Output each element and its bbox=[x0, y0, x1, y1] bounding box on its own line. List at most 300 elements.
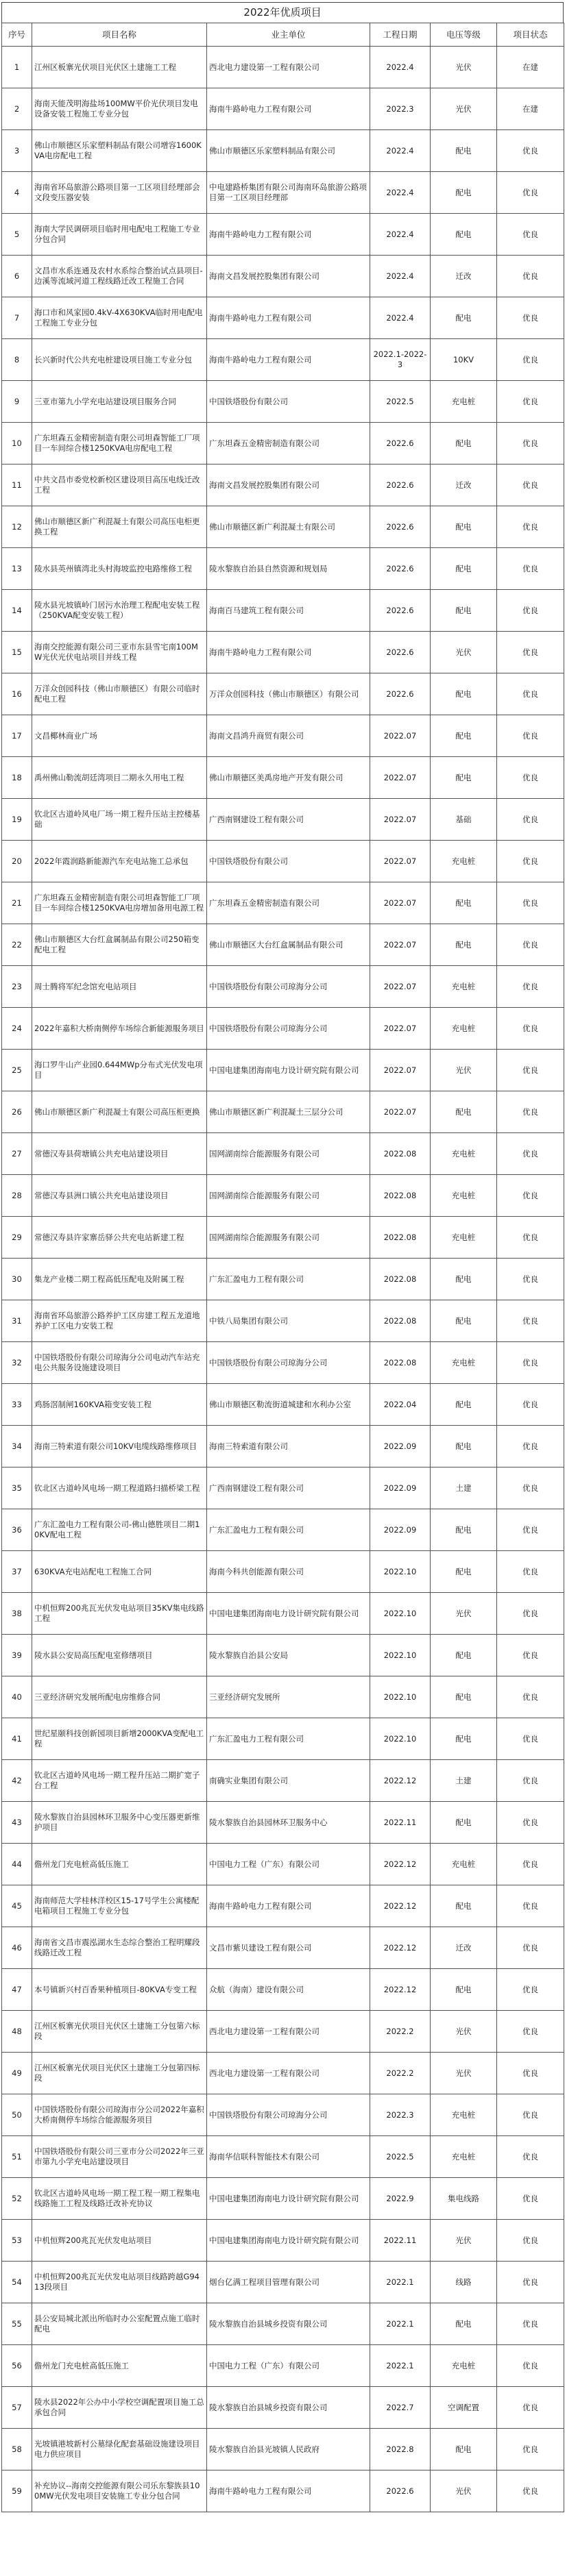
table-row bbox=[2, 1635, 564, 1676]
cell-voltage: 配电 bbox=[431, 2429, 497, 2470]
cell-owner bbox=[207, 1760, 370, 1802]
cell-project bbox=[32, 381, 207, 423]
cell-date: 2022.6 bbox=[370, 2470, 431, 2512]
cell-project-text: 佛山市顺德区新广利混凝土有限公司高压电柜更换工程 bbox=[34, 517, 200, 536]
cell-owner-text: 海南今科共创能源有限公司 bbox=[209, 1566, 304, 1576]
cell-project-text: 广东坦森五金精密制造有限公司坦森智能工厂项目一车间综合楼1250KVA电房增加备用电源工程 bbox=[34, 893, 204, 913]
cell-status: 优良 bbox=[497, 1217, 564, 1259]
cell-voltage: 充电桩 bbox=[431, 381, 497, 423]
cell-index: 4 bbox=[2, 172, 32, 214]
cell-date: 2022.4 bbox=[370, 172, 431, 214]
table-row bbox=[2, 1676, 564, 1718]
cell-status: 优良 bbox=[497, 841, 564, 882]
cell-index: 57 bbox=[2, 2387, 32, 2429]
table-row bbox=[2, 2094, 564, 2136]
cell-project bbox=[32, 1426, 207, 1467]
cell-project-text: 钦北区古道岭风电厂场一期工程升压站主控楼基础 bbox=[34, 809, 200, 829]
cell-owner-text: 广东汇盈电力工程有限公司 bbox=[209, 1274, 304, 1284]
cell-status: 优良 bbox=[497, 1091, 564, 1133]
cell-status: 优良 bbox=[497, 882, 564, 924]
cell-date: 2022.2 bbox=[370, 2011, 431, 2053]
table-row bbox=[2, 1969, 564, 2011]
cell-index: 37 bbox=[2, 1551, 32, 1593]
table-row bbox=[2, 590, 564, 632]
header-voltage: 电压等级 bbox=[431, 23, 497, 47]
cell-voltage: 配电 bbox=[431, 1300, 497, 1342]
cell-owner-text: 海南牛路岭电力工程有限公司 bbox=[209, 2486, 312, 2496]
table-row bbox=[2, 966, 564, 1008]
cell-voltage: 光伏 bbox=[431, 88, 497, 130]
cell-index: 50 bbox=[2, 2094, 32, 2136]
cell-voltage: 配电 bbox=[431, 506, 497, 548]
cell-voltage: 配电 bbox=[431, 1426, 497, 1467]
cell-project bbox=[32, 130, 207, 172]
table-row bbox=[2, 2262, 564, 2303]
cell-owner-text: 国网湖南综合能源服务有限公司 bbox=[209, 1148, 319, 1159]
cell-voltage: 光伏 bbox=[431, 2011, 497, 2053]
table-row bbox=[2, 423, 564, 465]
cell-index: 30 bbox=[2, 1259, 32, 1300]
cell-owner-text: 中国电建集团海南电力设计研究院有限公司 bbox=[209, 2235, 359, 2245]
cell-index: 35 bbox=[2, 1467, 32, 1509]
cell-status: 优良 bbox=[497, 172, 564, 214]
cell-date: 2022.07 bbox=[370, 882, 431, 924]
cell-voltage: 迁改 bbox=[431, 465, 497, 506]
cell-owner bbox=[207, 882, 370, 924]
table-row bbox=[2, 2345, 564, 2387]
cell-owner bbox=[207, 1050, 370, 1091]
cell-date: 2022.1 bbox=[370, 2262, 431, 2303]
cell-owner bbox=[207, 1844, 370, 1885]
table-row bbox=[2, 47, 564, 88]
table-row bbox=[2, 1384, 564, 1426]
cell-owner bbox=[207, 1927, 370, 1969]
cell-owner-text: 烟台亿满工程项目管理有限公司 bbox=[209, 2277, 319, 2287]
table-row bbox=[2, 1175, 564, 1217]
cell-owner bbox=[207, 423, 370, 465]
cell-project-text: 广东汇盈电力工程有限公司-佛山德胜项目二期10KV配电工程 bbox=[34, 1520, 200, 1539]
cell-voltage: 充电桩 bbox=[431, 1008, 497, 1050]
cell-project bbox=[32, 1844, 207, 1885]
cell-date: 2022.12 bbox=[370, 1885, 431, 1927]
cell-index: 10 bbox=[2, 423, 32, 465]
table-row bbox=[2, 715, 564, 757]
cell-owner-text: 广西南钢建设工程有限公司 bbox=[209, 814, 304, 824]
header-status: 项目状态 bbox=[497, 23, 564, 47]
cell-status: 优良 bbox=[497, 1133, 564, 1175]
cell-index: 36 bbox=[2, 1509, 32, 1551]
cell-owner-text: 西北电力建设第一工程有限公司 bbox=[209, 2026, 319, 2036]
cell-owner bbox=[207, 2178, 370, 2220]
cell-project-text: 钦北区古道岭风电场一期工程升压站二期扩宽子台工程 bbox=[34, 1770, 200, 1790]
cell-status: 优良 bbox=[497, 1300, 564, 1342]
cell-voltage: 配电 bbox=[431, 673, 497, 715]
cell-index: 25 bbox=[2, 1050, 32, 1091]
cell-project bbox=[32, 966, 207, 1008]
cell-date: 2022.12 bbox=[370, 1927, 431, 1969]
cell-date: 2022.07 bbox=[370, 715, 431, 757]
cell-date: 2022.6 bbox=[370, 632, 431, 673]
cell-owner-text: 众航（海南）建设有限公司 bbox=[209, 1984, 304, 1994]
cell-status: 优良 bbox=[497, 1885, 564, 1927]
cell-project bbox=[32, 2094, 207, 2136]
cell-date: 2022.07 bbox=[370, 1091, 431, 1133]
cell-status: 优良 bbox=[497, 2429, 564, 2470]
cell-owner bbox=[207, 1175, 370, 1217]
cell-status: 优良 bbox=[497, 130, 564, 172]
cell-project bbox=[32, 590, 207, 632]
table-row bbox=[2, 506, 564, 548]
cell-owner-text: 佛山市顺德区勒流街道城建和水利办公室 bbox=[209, 1399, 351, 1409]
cell-project-text: 江州区板寨光伏项目光伏区土建施工分包第四标段 bbox=[34, 2063, 200, 2083]
cell-date: 2022.12 bbox=[370, 1969, 431, 2011]
cell-project bbox=[32, 715, 207, 757]
cell-index: 32 bbox=[2, 1342, 32, 1384]
cell-project bbox=[32, 1467, 207, 1509]
cell-owner bbox=[207, 2136, 370, 2178]
cell-owner-text: 中国铁塔股份有限公司琼海分公司 bbox=[209, 1023, 328, 1033]
cell-project bbox=[32, 882, 207, 924]
cell-project bbox=[32, 2262, 207, 2303]
cell-project bbox=[32, 1091, 207, 1133]
cell-status: 优良 bbox=[497, 2387, 564, 2429]
cell-owner bbox=[207, 1259, 370, 1300]
cell-date: 2022.04 bbox=[370, 1384, 431, 1426]
cell-project bbox=[32, 214, 207, 256]
cell-status: 优良 bbox=[497, 2303, 564, 2345]
table-row bbox=[2, 256, 564, 297]
cell-project-text: 三亚市第九小学充电站建设项目服务合同 bbox=[34, 396, 176, 406]
cell-owner bbox=[207, 2094, 370, 2136]
cell-voltage: 配电 bbox=[431, 423, 497, 465]
cell-index: 29 bbox=[2, 1217, 32, 1259]
cell-status: 在建 bbox=[497, 47, 564, 88]
cell-voltage: 空调配置 bbox=[431, 2387, 497, 2429]
cell-date: 2022.07 bbox=[370, 757, 431, 799]
cell-project bbox=[32, 2053, 207, 2094]
cell-project-text: 陵水县2022年公办中小学校空调配置项目施工总承包合同 bbox=[34, 2397, 204, 2417]
cell-project bbox=[32, 256, 207, 297]
cell-project bbox=[32, 47, 207, 88]
cell-project bbox=[32, 1927, 207, 1969]
cell-project bbox=[32, 1300, 207, 1342]
cell-project-text: 文昌市水系连通及农村水系综合整治试点县项目-边溪等流域河道工程线路迁改工程施工合同 bbox=[34, 266, 203, 286]
cell-date: 2022.1 bbox=[370, 2303, 431, 2345]
cell-date: 2022.6 bbox=[370, 465, 431, 506]
cell-voltage: 配电 bbox=[431, 924, 497, 966]
cell-project-text: 三亚经济研究发展所配电房维修合同 bbox=[34, 1692, 160, 1702]
cell-index: 1 bbox=[2, 47, 32, 88]
cell-date: 2022.12 bbox=[370, 1844, 431, 1885]
cell-project bbox=[32, 88, 207, 130]
cell-owner-text: 中国电力工程（广东）有限公司 bbox=[209, 1859, 319, 1869]
table-row bbox=[2, 1259, 564, 1300]
cell-project-text: 海南师范大学桂林洋校区15-17号学生公寓楼配电箱项目工程施工专业分包 bbox=[34, 1896, 200, 1916]
cell-project bbox=[32, 2345, 207, 2387]
cell-status: 优良 bbox=[497, 2011, 564, 2053]
cell-index: 55 bbox=[2, 2303, 32, 2345]
table-row bbox=[2, 2011, 564, 2053]
cell-project-text: 陵水县英州镇湾北头村海坡监控电路维修工程 bbox=[34, 563, 192, 573]
cell-project bbox=[32, 1008, 207, 1050]
cell-voltage: 充电桩 bbox=[431, 841, 497, 882]
table-row bbox=[2, 799, 564, 841]
cell-owner bbox=[207, 715, 370, 757]
cell-project bbox=[32, 1217, 207, 1259]
cell-index: 8 bbox=[2, 339, 32, 381]
cell-index: 31 bbox=[2, 1300, 32, 1342]
table-row bbox=[2, 1008, 564, 1050]
cell-voltage: 基础 bbox=[431, 799, 497, 841]
cell-project-text: 钦北区古道岭风电场一期工程道路扫描桥梁工程 bbox=[34, 1483, 200, 1493]
cell-status: 优良 bbox=[497, 1969, 564, 2011]
cell-owner bbox=[207, 2220, 370, 2262]
cell-index: 44 bbox=[2, 1844, 32, 1885]
cell-status: 优良 bbox=[497, 1718, 564, 1760]
cell-voltage: 充电桩 bbox=[431, 2136, 497, 2178]
cell-date: 2022.2 bbox=[370, 2053, 431, 2094]
cell-date: 2022.07 bbox=[370, 1008, 431, 1050]
cell-index: 23 bbox=[2, 966, 32, 1008]
cell-project-text: 海口市和风家园0.4kV-4X630KVA临时用电配电工程施工专业分包 bbox=[34, 308, 203, 327]
cell-voltage: 充电桩 bbox=[431, 1217, 497, 1259]
cell-project-text: 海南交控能源有限公司三亚市东县雪宅南100MW光伏光伏电站项目并线工程 bbox=[34, 642, 198, 662]
cell-status: 优良 bbox=[497, 1927, 564, 1969]
cell-date: 2022.6 bbox=[370, 590, 431, 632]
cell-project bbox=[32, 757, 207, 799]
cell-index: 5 bbox=[2, 214, 32, 256]
cell-project bbox=[32, 1969, 207, 2011]
cell-project-text: 集龙产业楼二期工程高低压配电及附属工程 bbox=[34, 1274, 184, 1284]
header-date: 工程日期 bbox=[370, 23, 431, 47]
cell-status: 优良 bbox=[497, 2053, 564, 2094]
cell-voltage: 配电 bbox=[431, 297, 497, 339]
cell-owner-text: 中国电建集团海南电力设计研究院有限公司 bbox=[209, 1608, 359, 1618]
cell-voltage: 配电 bbox=[431, 1384, 497, 1426]
cell-status: 优良 bbox=[497, 339, 564, 381]
table-row bbox=[2, 1342, 564, 1384]
cell-owner bbox=[207, 1384, 370, 1426]
cell-status: 优良 bbox=[497, 214, 564, 256]
cell-index: 27 bbox=[2, 1133, 32, 1175]
cell-owner-text: 陵水黎族自治县自然资源和规划局 bbox=[209, 563, 328, 573]
cell-owner-text: 海南百马建筑工程有限公司 bbox=[209, 605, 304, 615]
cell-owner-text: 海南牛路岭电力工程有限公司 bbox=[209, 312, 312, 323]
cell-project bbox=[32, 2303, 207, 2345]
cell-index: 49 bbox=[2, 2053, 32, 2094]
cell-project bbox=[32, 1760, 207, 1802]
table-row bbox=[2, 1844, 564, 1885]
cell-status: 优良 bbox=[497, 506, 564, 548]
cell-project bbox=[32, 1551, 207, 1593]
cell-owner-text: 广东汇盈电力工程有限公司 bbox=[209, 1524, 304, 1535]
cell-date: 2022.07 bbox=[370, 924, 431, 966]
cell-project bbox=[32, 1509, 207, 1551]
cell-project bbox=[32, 1718, 207, 1760]
cell-project-text: 中国铁塔股份有限公司琼海市分公司2022年嘉积大桥南侧停车场综合能源服务项目 bbox=[34, 2105, 204, 2125]
cell-project-text: 海南大学民调研项目临时用电配电工程施工专业分包合同 bbox=[34, 224, 200, 244]
cell-owner-text: 广西南钢建设工程有限公司 bbox=[209, 1483, 304, 1493]
table-row bbox=[2, 548, 564, 590]
cell-voltage: 配电 bbox=[431, 1635, 497, 1676]
cell-owner-text: 中国铁塔股份有限公司 bbox=[209, 396, 288, 406]
cell-owner bbox=[207, 214, 370, 256]
cell-date: 2022.08 bbox=[370, 1300, 431, 1342]
table-row bbox=[2, 1217, 564, 1259]
cell-date: 2022.07 bbox=[370, 1050, 431, 1091]
cell-project bbox=[32, 1802, 207, 1844]
cell-date: 2022.4 bbox=[370, 214, 431, 256]
table-row bbox=[2, 1927, 564, 1969]
cell-owner-text: 中电建路桥集团有限公司海南环岛旅游公路项目第一工区项目经理部 bbox=[209, 182, 367, 202]
cell-status: 优良 bbox=[497, 924, 564, 966]
cell-owner-text: 西北电力建设第一工程有限公司 bbox=[209, 2068, 319, 2078]
cell-project bbox=[32, 799, 207, 841]
cell-index: 39 bbox=[2, 1635, 32, 1676]
cell-project bbox=[32, 924, 207, 966]
cell-index: 13 bbox=[2, 548, 32, 590]
cell-voltage: 土建 bbox=[431, 1760, 497, 1802]
cell-index: 42 bbox=[2, 1760, 32, 1802]
cell-project bbox=[32, 423, 207, 465]
cell-owner-text: 海南牛路岭电力工程有限公司 bbox=[209, 229, 312, 239]
cell-project bbox=[32, 2220, 207, 2262]
table-row bbox=[2, 1091, 564, 1133]
cell-status: 优良 bbox=[497, 966, 564, 1008]
cell-voltage: 充电桩 bbox=[431, 2345, 497, 2387]
cell-owner-text: 文昌市紫贝建设工程有限公司 bbox=[209, 1942, 312, 1953]
cell-owner-text: 中国电力工程（广东）有限公司 bbox=[209, 2360, 319, 2370]
cell-project-text: 鸡肠滘制闸160KVA箱变安装工程 bbox=[34, 1399, 152, 1409]
cell-voltage: 配电 bbox=[431, 214, 497, 256]
table-row bbox=[2, 1050, 564, 1091]
cell-owner-text: 中铁八局集团有限公司 bbox=[209, 1315, 288, 1326]
cell-project-text: 佛山市顺德区乐家塑料制品有限公司增容1600KVA电房配电工程 bbox=[34, 140, 202, 160]
table-row bbox=[2, 1885, 564, 1927]
cell-voltage: 光伏 bbox=[431, 2470, 497, 2512]
cell-owner-text: 佛山市顺德区大台红盒属制品有限公司 bbox=[209, 939, 343, 950]
cell-owner bbox=[207, 1342, 370, 1384]
table-row bbox=[2, 924, 564, 966]
cell-status: 优良 bbox=[497, 1593, 564, 1635]
cell-voltage: 充电桩 bbox=[431, 1133, 497, 1175]
cell-owner bbox=[207, 1718, 370, 1760]
table-row bbox=[2, 1300, 564, 1342]
cell-project bbox=[32, 632, 207, 673]
cell-owner-text: 海南文昌鸿升商贸有限公司 bbox=[209, 730, 304, 741]
cell-project-text: 补充协议--海南交控能源有限公司乐东黎族县100MW光伏发电项目安装施工专业分包合同 bbox=[34, 2481, 200, 2501]
cell-owner bbox=[207, 381, 370, 423]
table-row bbox=[2, 1718, 564, 1760]
cell-date: 2022.6 bbox=[370, 548, 431, 590]
cell-voltage: 配电 bbox=[431, 130, 497, 172]
cell-project bbox=[32, 1635, 207, 1676]
cell-voltage: 配电 bbox=[431, 1802, 497, 1844]
cell-date: 2022.1 bbox=[370, 2345, 431, 2387]
cell-status: 优良 bbox=[497, 1802, 564, 1844]
cell-index: 33 bbox=[2, 1384, 32, 1426]
table-row bbox=[2, 214, 564, 256]
cell-project-text: 县公安局城北派出所临时办公室配置点施工临时配电 bbox=[34, 2314, 200, 2333]
cell-owner bbox=[207, 548, 370, 590]
table-row bbox=[2, 1551, 564, 1593]
cell-index: 26 bbox=[2, 1091, 32, 1133]
sheet-title: 2022年优质项目 bbox=[1, 2, 564, 23]
cell-date: 2022.10 bbox=[370, 1635, 431, 1676]
cell-owner bbox=[207, 47, 370, 88]
cell-date: 2022.12 bbox=[370, 1760, 431, 1802]
cell-project-text: 佛山市顺德区大台红盒属制品有限公司250箱变配电工程 bbox=[34, 934, 200, 954]
cell-project-text: 常德汉寿县荷塘镇公共充电站建设项目 bbox=[34, 1148, 169, 1159]
cell-voltage: 配电 bbox=[431, 590, 497, 632]
cell-status: 优良 bbox=[497, 673, 564, 715]
cell-owner-text: 中国电建集团海南电力设计研究院有限公司 bbox=[209, 2193, 359, 2203]
cell-owner bbox=[207, 632, 370, 673]
cell-owner-text: 广东坦森五金精密制造有限公司 bbox=[209, 897, 319, 908]
cell-status: 在建 bbox=[497, 88, 564, 130]
cell-date: 2022.08 bbox=[370, 1175, 431, 1217]
cell-index: 7 bbox=[2, 297, 32, 339]
cell-voltage: 光伏 bbox=[431, 2053, 497, 2094]
cell-project-text: 陵水县光坡镇岭门居污水治理工程配电安装工程（250KVA配变安装工程） bbox=[34, 600, 200, 620]
cell-index: 53 bbox=[2, 2220, 32, 2262]
cell-index: 24 bbox=[2, 1008, 32, 1050]
cell-owner bbox=[207, 297, 370, 339]
cell-voltage: 光伏 bbox=[431, 632, 497, 673]
cell-voltage: 配电 bbox=[431, 1551, 497, 1593]
cell-date: 2022.11 bbox=[370, 2220, 431, 2262]
cell-voltage: 充电桩 bbox=[431, 2094, 497, 2136]
table-row bbox=[2, 1802, 564, 1844]
cell-project bbox=[32, 1175, 207, 1217]
cell-date: 2022.4 bbox=[370, 297, 431, 339]
cell-owner-text: 广东汇盈电力工程有限公司 bbox=[209, 1733, 304, 1744]
cell-index: 16 bbox=[2, 673, 32, 715]
cell-date: 2022.10 bbox=[370, 1718, 431, 1760]
cell-project-text: 儋州龙门充电桩高低压施工 bbox=[34, 2360, 129, 2370]
cell-owner bbox=[207, 1217, 370, 1259]
cell-owner bbox=[207, 1426, 370, 1467]
cell-owner bbox=[207, 2053, 370, 2094]
cell-index: 48 bbox=[2, 2011, 32, 2053]
cell-project-text: 海口罗牛山产业园0.644MWp分布式光伏发电项目 bbox=[34, 1060, 203, 1080]
cell-date: 2022.5 bbox=[370, 2136, 431, 2178]
cell-owner bbox=[207, 1133, 370, 1175]
cell-owner bbox=[207, 1969, 370, 2011]
cell-owner-text: 海南三特索道有限公司 bbox=[209, 1441, 288, 1451]
cell-project-text: 中机恒辉200兆瓦光伏发电站项目 bbox=[34, 2235, 152, 2245]
cell-voltage: 10KV bbox=[431, 339, 497, 381]
cell-voltage: 配电 bbox=[431, 1676, 497, 1718]
cell-owner bbox=[207, 2303, 370, 2345]
table-row bbox=[2, 1760, 564, 1802]
cell-voltage: 配电 bbox=[431, 548, 497, 590]
cell-voltage: 土建 bbox=[431, 1467, 497, 1509]
cell-owner bbox=[207, 673, 370, 715]
cell-voltage: 充电桩 bbox=[431, 1175, 497, 1217]
cell-status: 优良 bbox=[497, 799, 564, 841]
cell-owner bbox=[207, 2262, 370, 2303]
cell-voltage: 迁改 bbox=[431, 1927, 497, 1969]
cell-project bbox=[32, 1133, 207, 1175]
cell-index: 28 bbox=[2, 1175, 32, 1217]
cell-voltage: 配电 bbox=[431, 1969, 497, 2011]
cell-project bbox=[32, 1342, 207, 1384]
table-row bbox=[2, 1467, 564, 1509]
cell-owner-text: 海南牛路岭电力工程有限公司 bbox=[209, 354, 312, 364]
cell-owner bbox=[207, 2470, 370, 2512]
cell-project bbox=[32, 673, 207, 715]
